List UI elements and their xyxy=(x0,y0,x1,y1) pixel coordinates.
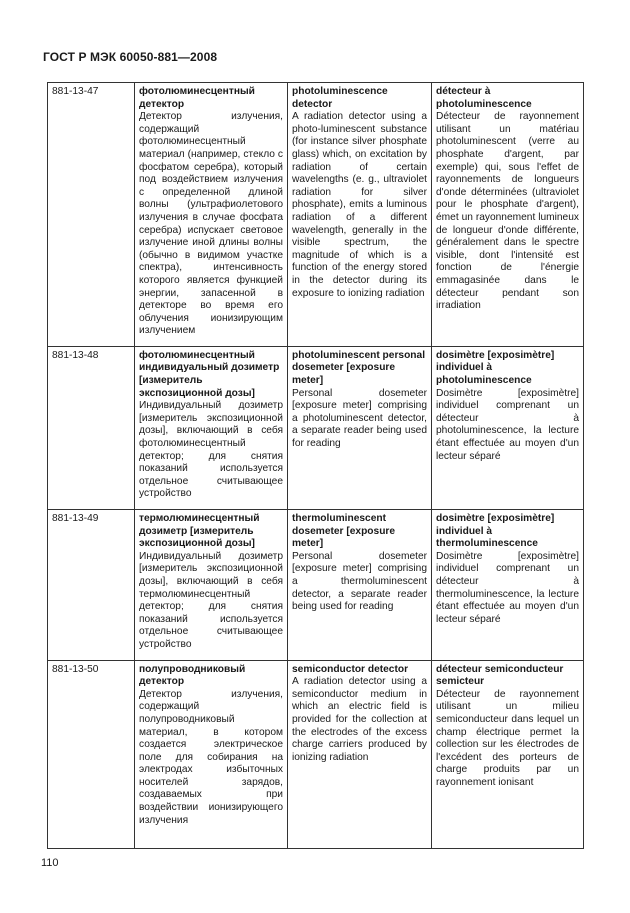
french-term: dosimètre [exposimètre] individuel à thermoluminescence xyxy=(436,513,555,550)
english-term: photoluminescent personal dosemeter [exposure meter] xyxy=(292,349,426,387)
russian-cell xyxy=(135,510,288,661)
english-definition: Personal dosemeter [exposure meter] comprising a thermoluminescent detector, a separate reader being used for reading xyxy=(292,550,427,613)
page-number: 110 xyxy=(41,857,59,869)
term-number-cell xyxy=(48,660,135,848)
french-cell xyxy=(432,510,584,661)
french-term: détecteur semiconducteur semicteur xyxy=(436,663,564,688)
french-term: détecteur à photoluminescence xyxy=(436,86,532,110)
russian-cell xyxy=(135,660,288,848)
english-definition: A radiation detector using a semiconductor medium in which an electric field is provided for the collection at the electrodes of the excess charge carriers produced by ionizing radiation xyxy=(292,676,427,763)
russian-term: термолюминесцентный дозиметр [измеритель экспозиционной дозы] xyxy=(139,513,260,550)
english-cell xyxy=(288,660,432,848)
english-cell xyxy=(288,346,432,509)
russian-definition: Детектор излучения, содержащий фотолюминесцентный материал (например, стекло с фосфатом серебра), который под воздействием излучения с определенной длиной волны (ультрафиолетового излучения в случае фосфата серебра) испускает световое излучение иной длины волны (обычно в видимом участке спектра), интенсивность которого является функцией энергии, запасенной в детекторе во время его облучения ионизирующим излучением xyxy=(139,111,283,337)
table-row xyxy=(48,510,584,661)
terms-table xyxy=(47,82,584,849)
term-number-cell xyxy=(48,510,135,661)
term-number: 881-13-48 xyxy=(52,349,99,361)
french-definition: Détecteur de rayonnement utilisant un milieu semiconducteur dans lequel un champ électrique permet la collection sur les électrodes de l'excédent des porteurs de charge produits par un rayonnement ionisant xyxy=(436,688,579,788)
english-term: thermoluminescent dosemeter [exposure meter] xyxy=(292,513,396,550)
english-definition: A radiation detector using a photo-luminescent substance (for instance silver phosphate glass) which, on excitation by radiation of certain wavelengths (e. g., ultraviolet radiation for silver phosphate), emits a luminous radiation of a different wavelength, generally in the visible spectrum, the magnitude of which is a function of the energy stored in the detector during its exposure to ionizing radiation xyxy=(292,111,427,299)
russian-term: фотолюминесцентный детектор xyxy=(139,86,255,110)
term-number-cell xyxy=(48,346,135,509)
russian-term: фотолюминесцентный индивидуальный дозиметр [измеритель экспозиционной дозы] xyxy=(139,349,280,399)
english-cell xyxy=(288,510,432,661)
french-cell xyxy=(432,346,584,509)
russian-term: полупроводниковый детектор xyxy=(139,663,246,688)
russian-definition: Индивидуальный дозиметр [измеритель экспозиционной дозы], включающий в себя фотолюминесцентный детектор; для снятия показаний используется отдельное считывающее устройство xyxy=(139,400,283,500)
russian-cell xyxy=(135,346,288,509)
english-term: photoluminescence detector xyxy=(292,86,388,110)
russian-definition: Индивидуальный дозиметр [измеритель экспозиционной дозы], включающий в себя термолюминесцентный детектор; для снятия показаний используется отдельное считывающее устройство xyxy=(139,550,283,650)
term-number: 881-13-47 xyxy=(52,86,99,97)
term-number: 881-13-49 xyxy=(52,513,99,524)
english-term: semiconductor detector xyxy=(292,663,409,675)
english-cell xyxy=(288,83,432,347)
french-cell xyxy=(432,83,584,347)
french-definition: Dosimètre [exposimètre] individuel comprenant un détecteur à thermoluminescence, la lecture étant effectuée au moyen d'un lecteur séparé xyxy=(436,550,579,625)
french-definition: Dosimètre [exposimètre] individuel comprenant un détecteur à photoluminescence, la lecture étant effectuée au moyen d'un lecteur séparé xyxy=(436,387,579,462)
table-row xyxy=(48,83,584,347)
french-definition: Détecteur de rayonnement utilisant un matériau photoluminescent (verre au phosphate d'argent, par exemple) qui, sous l'effet de rayonnements de longueurs d'onde déterminées (ultraviolet pour le phosphate d'argent), émet un rayonnement lumineux de longueur d'onde différente, généralement dans le spectre visible, dont l'intensité est fonction de l'énergie emmagasinée dans le détecteur pendant son irradiation xyxy=(436,111,579,312)
russian-cell xyxy=(135,83,288,347)
page-header: ГОСТ Р МЭК 60050-881—2008 xyxy=(43,50,218,64)
french-cell xyxy=(432,660,584,848)
table-row xyxy=(48,346,584,509)
russian-definition: Детектор излучения, содержащий полупроводниковый материал, в котором создается электрическое поле для собирания на электродах избыточных носителей зарядов, создаваемых при воздействии ионизирующего излучения xyxy=(139,688,283,826)
english-definition: Personal dosemeter [exposure meter] comprising a photoluminescent detector, a separate reader being used for reading xyxy=(292,387,427,450)
french-term: dosimètre [exposimètre] individuel à photoluminescence xyxy=(436,349,555,387)
term-number-cell xyxy=(48,83,135,347)
term-number: 881-13-50 xyxy=(52,663,99,675)
table-row xyxy=(48,660,584,848)
